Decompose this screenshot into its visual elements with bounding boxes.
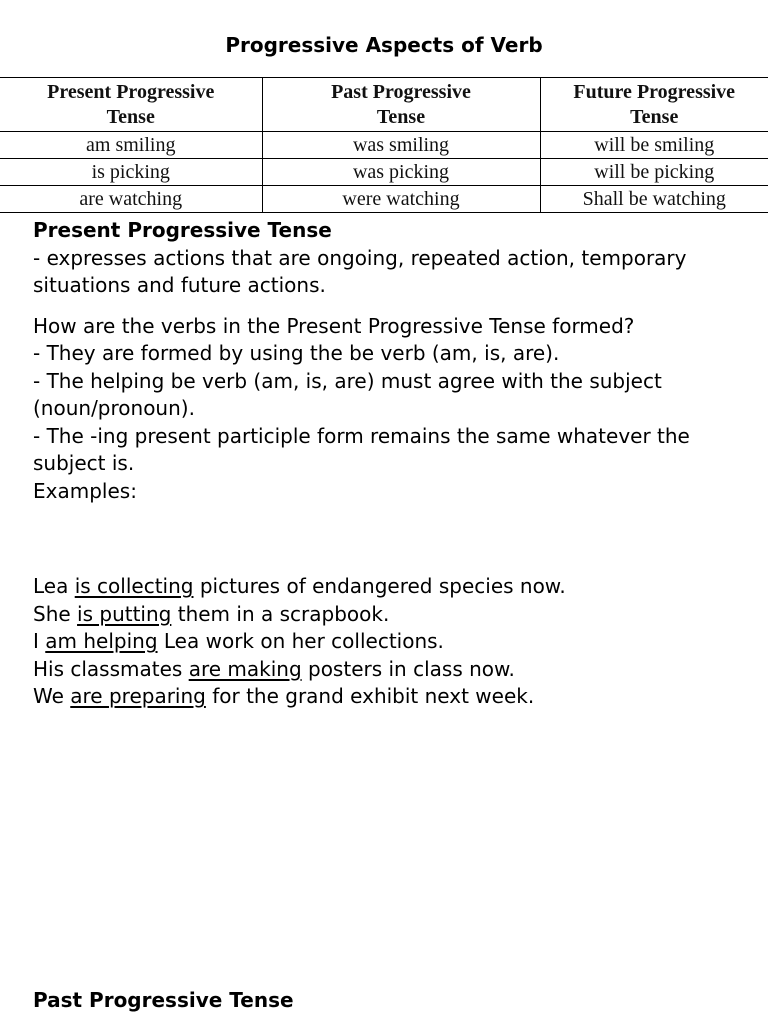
underlined-verb: is collecting xyxy=(74,574,194,598)
table-cell: was smiling xyxy=(262,132,540,159)
tense-table xyxy=(0,77,768,213)
underlined-verb: are preparing xyxy=(70,684,206,708)
table-row xyxy=(0,159,768,186)
examples-label: Examples: xyxy=(33,478,137,503)
rule-text: - The helping be verb (am, is, are) must agree with the subject (noun/pronoun). xyxy=(33,368,662,420)
table-cell: am smiling xyxy=(0,132,262,159)
table-row xyxy=(0,132,768,159)
example-sentence: I am helping Lea work on her collections. xyxy=(33,629,444,653)
page-title: Progressive Aspects of Verb xyxy=(225,33,543,57)
example-sentence: Lea is collecting pictures of endangered species now. xyxy=(33,574,566,598)
rule-text: - They are formed by using the be verb (am, is, are). xyxy=(33,341,560,365)
example-sentence: His classmates are making posters in class now. xyxy=(33,656,515,681)
header-past-progressive: Past Progressive Tense xyxy=(262,78,540,132)
table-header-row xyxy=(0,78,768,132)
table-cell: was picking xyxy=(262,159,540,186)
example-sentence: We are preparing for the grand exhibit next week. xyxy=(33,684,535,708)
present-progressive-section xyxy=(33,217,733,711)
definition-text: - expresses actions that are ongoing, repeated action, temporary situations and future actions. xyxy=(33,245,687,297)
underlined-verb: is putting xyxy=(77,601,172,626)
header-present-progressive: Present Progressive Tense xyxy=(0,78,262,132)
table-row xyxy=(0,186,768,213)
underlined-verb: are making xyxy=(188,656,302,681)
underlined-verb: am helping xyxy=(45,629,158,653)
past-progressive-heading: Past Progressive Tense xyxy=(33,988,294,1012)
rule-text: - The -ing present participle form remains the same whatever the subject is. xyxy=(33,423,690,475)
example-sentence: She is putting them in a scrapbook. xyxy=(33,601,390,626)
question-text: How are the verbs in the Present Progressive Tense formed? xyxy=(33,313,635,338)
section-heading: Present Progressive Tense xyxy=(33,218,332,242)
table-cell: will be picking xyxy=(540,159,768,186)
table-cell: is picking xyxy=(0,159,262,186)
table-cell: are watching xyxy=(0,186,262,213)
header-future-progressive: Future Progressive Tense xyxy=(540,78,768,132)
table-cell: Shall be watching xyxy=(540,186,768,213)
table-cell: were watching xyxy=(262,186,540,213)
table-cell: will be smiling xyxy=(540,132,768,159)
